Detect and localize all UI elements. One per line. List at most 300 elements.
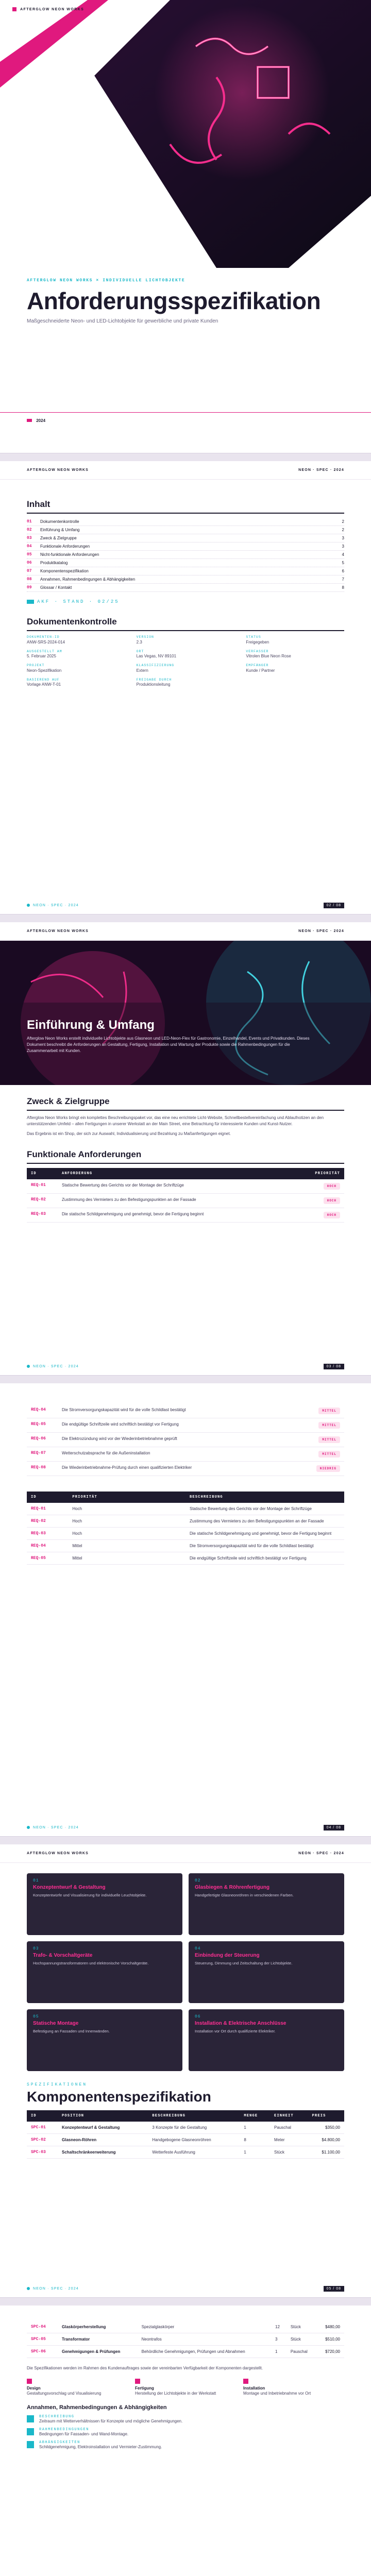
comp-col: MENGE <box>240 2110 270 2122</box>
footer-left: NEON · SPEC · 2024 <box>33 903 79 907</box>
toc-item-page: 5 <box>342 561 344 565</box>
nfr-id: REQ-01 <box>27 1503 68 1515</box>
intro-body: Afterglow Neon Works erstellt individuelle Lichtobjekte aus Glasneon und LED-Neon-Flex für Gastronomie, Einzelhandel, Events und Privatkunden. Dieses Dokument beschreibt die Anforderungen an Gestaltung, Fertigung, Installation und Wartung der Produkte sowie die Rahmenbedingungen für die Zusammenarbeit mit Kunden. <box>27 1036 310 1053</box>
comp-desc: Handgebogene Glasneonröhren <box>148 2133 240 2146</box>
func-req-table <box>27 1168 344 1223</box>
page-header <box>0 461 371 480</box>
toc-item-num: 06 <box>27 561 32 565</box>
table-row <box>27 1503 344 1515</box>
toc-item[interactable] <box>27 575 344 584</box>
footer-dot-icon <box>27 2287 30 2290</box>
nfr-priority: Mittel <box>68 1540 185 1552</box>
table-row <box>27 1462 344 1476</box>
comp-pos: Konzeptentwurf & Gestaltung <box>58 2122 148 2134</box>
table-row <box>27 1515 344 1528</box>
toc-item-page: 8 <box>342 585 344 590</box>
table-row <box>27 2146 344 2158</box>
doc-control-field <box>246 635 344 646</box>
table-row <box>27 1552 344 1565</box>
comp-id: SPC-01 <box>27 2122 58 2134</box>
step-title: Fertigung <box>135 2385 154 2391</box>
toc-item-label: Glossar / Kontakt <box>40 585 72 590</box>
step-title: Design <box>27 2385 41 2391</box>
step-icon <box>135 2379 140 2384</box>
comp-desc: Neontrafos <box>138 2333 271 2346</box>
card-number: 03 <box>33 1946 39 1951</box>
comp-desc: 3 Konzepte für die Gestaltung <box>148 2122 240 2134</box>
comp-col: POSITION <box>58 2110 148 2122</box>
table-row <box>27 1433 344 1447</box>
page-footer <box>0 2280 371 2297</box>
priority-badge: HOCH <box>324 1212 340 1218</box>
header-right: NEON · SPEC · 2024 <box>298 929 344 933</box>
toc-item-page: 2 <box>342 528 344 532</box>
table-row <box>27 1208 344 1222</box>
card-number: 01 <box>33 1878 39 1883</box>
assumption-value: Zeitraum mit Wetterverhältnissen für Konzepte und mögliche Genehmigungen. <box>39 2418 183 2424</box>
priority-badge: HOCH <box>324 1183 340 1190</box>
comp-unit: Stück <box>270 2146 308 2158</box>
comp-qty: 12 <box>271 2321 286 2333</box>
col-id: ID <box>27 1168 58 1179</box>
field-value: Freigegeben <box>246 639 269 645</box>
process-step <box>135 2379 236 2396</box>
process-step <box>27 2379 128 2396</box>
req-id: REQ-06 <box>27 1433 58 1447</box>
cover-subtitle: Maßgeschneiderte Neon- und LED-Lichtobjekte für gewerbliche und private Kunden <box>27 318 218 324</box>
page-number: 02 / 08 <box>324 903 344 908</box>
catalog-card[interactable] <box>189 1873 344 1935</box>
comp-id: SPC-06 <box>27 2346 58 2358</box>
assumption-item <box>27 2441 344 2449</box>
table-row <box>27 2133 344 2146</box>
comp-col: PREIS <box>308 2110 344 2122</box>
table-row <box>27 2122 344 2134</box>
doc-control-field <box>137 678 235 688</box>
card-number: 02 <box>195 1878 201 1883</box>
page-number: 03 / 08 <box>324 1364 344 1369</box>
comp-id: SPC-04 <box>27 2321 58 2333</box>
purpose-heading: Zweck & Zielgruppe <box>27 1092 344 1111</box>
toc-item-page: 2 <box>342 519 344 524</box>
card-desc: Hochspannungstransformatoren und elektronische Vorschaltgeräte. <box>33 1961 149 1965</box>
components-note: Die Spezifikationen werden im Rahmen des Kundenauftrages sowie der vereinbarten Verfügbarkeit der Komponenten dargestellt. <box>27 2366 263 2370</box>
toc-item-label: Komponentenspezifikation <box>40 569 89 573</box>
req-id: REQ-04 <box>27 1404 58 1418</box>
priority-badge: HOCH <box>324 1197 340 1204</box>
nfr-priority: Mittel <box>68 1552 185 1565</box>
toc-item-num: 04 <box>27 544 32 549</box>
header-brand: AFTERGLOW NEON WORKS <box>27 929 89 933</box>
nfr-text: Die Stromversorgungskapazität wird für die volle Schildlast bestätigt <box>185 1540 344 1552</box>
toc-item-num: 09 <box>27 585 32 590</box>
intro-heading: Einführung & Umfang <box>27 1018 155 1032</box>
req-text: Wetterschutzabsprache für die Außeninstallation <box>58 1447 290 1462</box>
header-brand: AFTERGLOW NEON WORKS <box>27 468 89 472</box>
field-label: VERSION <box>136 635 154 639</box>
assumption-icon <box>27 2441 34 2448</box>
req-priority-cell <box>290 1462 344 1476</box>
step-desc: Montage und Inbetriebnahme vor Ort <box>243 2391 311 2396</box>
table-row <box>27 1193 344 1208</box>
req-text: Statische Bewertung des Gerichts vor der Montage der Schriftzüge <box>58 1179 292 1194</box>
catalog-card[interactable] <box>27 1941 182 2003</box>
comp-pos: Transformator <box>58 2333 138 2346</box>
table-row <box>27 2321 344 2333</box>
comp-price: $4.800,00 <box>308 2133 344 2146</box>
step-desc: Herstellung der Lichtobjekte in der Werkstatt <box>135 2391 216 2396</box>
field-value: Extern <box>136 668 148 673</box>
comp-pos: Glasneon-Röhren <box>58 2133 148 2146</box>
comp-qty: 3 <box>271 2333 286 2346</box>
table-row <box>27 1404 344 1418</box>
page-footer <box>0 1819 371 1836</box>
nfr-text: Zustimmung des Vermieters zu den Befestigungspunkten an der Fassade <box>185 1515 344 1528</box>
req-id: REQ-08 <box>27 1462 58 1476</box>
page-number: 05 / 08 <box>324 2286 344 2292</box>
field-value: Vitrolen Blue Neon Rose <box>246 654 291 659</box>
card-desc: Konzeptentwürfe und Visualisierung für individuelle Leuchtobjekte. <box>33 1893 147 1897</box>
assumption-text <box>39 2428 128 2436</box>
req-priority-cell <box>290 1418 344 1433</box>
comp-col: EINHEIT <box>270 2110 308 2122</box>
process-steps <box>27 2379 344 2396</box>
nfr-id: REQ-04 <box>27 1540 68 1552</box>
cover-title: Anforderungsspezifikation <box>27 287 321 314</box>
card-desc: Handgefertigte Glasneonröhren in verschiedenen Farben. <box>195 1893 294 1897</box>
card-number: 04 <box>195 1946 201 1951</box>
toc-item[interactable] <box>27 543 344 551</box>
req-id: REQ-07 <box>27 1447 58 1462</box>
nfr-id: REQ-02 <box>27 1515 68 1528</box>
assumption-key: RAHMENBEDINGUNGEN <box>39 2427 89 2432</box>
doc-control-field <box>246 650 344 660</box>
comp-unit: Meter <box>270 2133 308 2146</box>
toc-item-label: Nicht-funktionale Anforderungen <box>40 552 99 557</box>
field-label: DOKUMENTEN-ID <box>27 635 60 639</box>
comp-id: SPC-05 <box>27 2333 58 2346</box>
toc-item-label: Produktkatalog <box>40 561 68 565</box>
field-label: FREIGABE DURCH <box>136 677 172 682</box>
comp-desc: Behördliche Genehmigungen, Prüfungen und Abnahmen <box>138 2346 271 2358</box>
table-row <box>27 1418 344 1433</box>
card-title: Trafo- & Vorschaltgeräte <box>33 1953 93 1958</box>
toc-item-num: 08 <box>27 577 32 582</box>
assumption-text <box>39 2441 162 2449</box>
purpose-p1: Afterglow Neon Works bringt ein komplettes Beschreibungspaket vor, das eine neu errichtete Licht-Website, Schnellbestellvereinfachung und Ablaufnotizen an den unterstützenden Umfeld – allen Fertigungen in unserer Werkstatt an der Main Street, eine Betrachtung für interessierte Kunden und Kunst-Nutzer. <box>27 1115 324 1126</box>
page-catalog <box>0 1844 371 2298</box>
card-desc: Installation vor Ort durch qualifizierte Elektriker. <box>195 2029 276 2033</box>
doc-control-field <box>27 664 125 674</box>
cover-year-block <box>27 418 45 423</box>
header-right: NEON · SPEC · 2024 <box>298 468 344 472</box>
page-nfr <box>0 1383 371 1837</box>
cover-year: 2024 <box>36 418 46 423</box>
toc-item[interactable] <box>27 551 344 559</box>
nfr-priority: Hoch <box>68 1515 185 1528</box>
toc-title: Inhalt <box>27 495 344 514</box>
doc-control-field <box>246 664 344 674</box>
field-label: EMPFÄNGER <box>246 664 269 668</box>
toc-item-label: Annahmen, Rahmenbedingungen & Abhängigkeiten <box>40 577 136 582</box>
card-title: Glasbiegen & Röhrenfertigung <box>195 1885 270 1890</box>
cover-neon-image <box>0 0 371 268</box>
card-number: 05 <box>33 2014 39 2019</box>
field-label: AUSGESTELLT AM <box>27 649 62 653</box>
nfr-priority: Hoch <box>68 1528 185 1540</box>
card-desc: Steuerung, Dimmung und Zeitschaltung der Lichtobjekte. <box>195 1961 293 1965</box>
req-id: REQ-03 <box>27 1208 58 1222</box>
comp-desc: Spezialglaskörper <box>138 2321 271 2333</box>
req-text: Die statische Schildgenehmigung und genehmigt, bevor die Fertigung beginnt <box>58 1208 292 1222</box>
field-value: 2.3 <box>136 639 142 645</box>
comp-unit: Pauschal <box>286 2346 316 2358</box>
step-desc: Gestaltungsvorschlag und Visualisierung <box>27 2391 102 2396</box>
card-title: Einbindung der Steuerung <box>195 1953 260 1958</box>
assumption-value: Bedingungen für Fassaden- und Wand-Montage. <box>39 2431 129 2436</box>
doc-control-title: Dokumentenkontrolle <box>27 613 344 631</box>
footer-left: NEON · SPEC · 2024 <box>33 2286 79 2291</box>
card-title: Statische Montage <box>33 2021 79 2026</box>
field-value: ANW-SRS-2024-014 <box>27 639 65 645</box>
col-priority: PRIORITÄT <box>68 1492 185 1503</box>
comp-unit: Stück <box>286 2321 316 2333</box>
col-id: ID <box>27 1492 68 1503</box>
nfr-id: REQ-03 <box>27 1528 68 1540</box>
comp-id: SPC-02 <box>27 2133 58 2146</box>
req-id: REQ-01 <box>27 1179 58 1194</box>
toc-item-label: Funktionale Anforderungen <box>40 544 90 549</box>
comp-pos: Genehmigungen & Prüfungen <box>58 2346 138 2358</box>
priority-badge: MITTEL <box>318 1422 340 1429</box>
toc-item-page: 3 <box>342 536 344 540</box>
col-description: BESCHREIBUNG <box>185 1492 344 1503</box>
field-label: VERFASSER <box>246 649 269 653</box>
priority-badge: MITTEL <box>318 1451 340 1458</box>
comp-col: BESCHREIBUNG <box>148 2110 240 2122</box>
card-title: Installation & Elektrische Anschlüsse <box>195 2021 286 2026</box>
step-icon <box>243 2379 248 2384</box>
comp-col: ID <box>27 2110 58 2122</box>
req-text: Die Elektrozündung wird vor der Wiederinbetriebnahme geprüft <box>58 1433 290 1447</box>
table-row <box>27 1540 344 1552</box>
assumption-item <box>27 2415 344 2424</box>
req-priority-cell <box>290 1433 344 1447</box>
toc-item-num: 01 <box>27 519 32 524</box>
assumption-value: Schildgenehmigung, Elektroinstallation und Vermieter-Zustimmung. <box>39 2444 162 2449</box>
catalog-card[interactable] <box>189 2009 344 2071</box>
nfr-text: Statische Bewertung des Gerichts vor der Montage der Schriftzüge <box>185 1503 344 1515</box>
step-icon <box>27 2379 32 2384</box>
doc-control-field <box>137 650 235 660</box>
nfr-priority: Hoch <box>68 1503 185 1515</box>
toc-item-label: Einführung & Umfang <box>40 528 80 532</box>
toc-item[interactable] <box>27 534 344 543</box>
assumptions-list <box>27 2415 344 2449</box>
assumption-text <box>39 2415 182 2424</box>
toc-item-page: 3 <box>342 544 344 549</box>
catalog-card[interactable] <box>27 1873 182 1935</box>
doc-control-field <box>27 650 125 660</box>
cover-kicker: AFTERGLOW NEON WORKS × INDIVIDUELLE LICHTOBJEKTE <box>27 278 185 283</box>
page-footer <box>0 896 371 914</box>
assumption-icon <box>27 2415 34 2422</box>
toc-item-label: Dokumentenkontrolle <box>40 519 79 524</box>
toc-item-num: 03 <box>27 536 32 540</box>
req-priority-cell <box>290 1404 344 1418</box>
brand-small: AFTERGLOW NEON WORKS <box>20 7 85 11</box>
catalog-card[interactable] <box>189 1941 344 2003</box>
toc-item-label: Zweck & Zielgruppe <box>40 536 77 540</box>
table-row <box>27 2333 344 2346</box>
doc-control-field <box>27 678 125 688</box>
field-value: 5. Februar 2025 <box>27 654 56 659</box>
page-toc <box>0 461 371 914</box>
footer-dot-icon <box>27 904 30 907</box>
comp-price: $1.100,00 <box>308 2146 344 2158</box>
nfr-table <box>27 1492 344 1565</box>
comp-unit: Pauschal <box>270 2122 308 2134</box>
req-priority-cell <box>292 1208 344 1222</box>
toc-item[interactable] <box>27 584 344 592</box>
field-value: Las Vegas, NV 89101 <box>136 654 177 659</box>
catalog-card[interactable] <box>27 2009 182 2071</box>
priority-badge: NIEDRIG <box>316 1465 340 1472</box>
page-header <box>0 922 371 941</box>
process-step <box>243 2379 344 2396</box>
card-number: 06 <box>195 2014 201 2019</box>
comp-price: $720,00 <box>316 2346 344 2358</box>
components-heading: Komponentenspezifikation <box>27 2089 211 2105</box>
comp-pos: Glaskörperherstellung <box>58 2321 138 2333</box>
toc-item-num: 02 <box>27 528 32 532</box>
field-value: Produktionsleitung <box>136 682 171 687</box>
field-label: KLASSIFIZIERUNG <box>136 664 175 668</box>
toc-item-num: 05 <box>27 552 32 557</box>
toc-item-page: 7 <box>342 577 344 582</box>
brand-mark-icon <box>12 7 16 11</box>
toc-item-page: 6 <box>342 569 344 573</box>
req-priority-cell <box>292 1193 344 1208</box>
assumption-item <box>27 2428 344 2436</box>
priority-badge: MITTEL <box>318 1436 340 1443</box>
col-priority: PRIORITÄT <box>292 1168 344 1179</box>
table-row <box>27 2346 344 2358</box>
req-text: Die Stromversorgungskapazität wird für die volle Schildlast bestätigt <box>58 1404 290 1418</box>
footer-dot-icon <box>27 1365 30 1368</box>
doc-control-field <box>137 635 235 646</box>
field-label: PROJEKT <box>27 664 45 668</box>
assumptions-heading: Annahmen, Rahmenbedingungen & Abhängigkeiten <box>27 2404 167 2411</box>
req-priority-cell <box>292 1179 344 1194</box>
func-req-heading: Funktionale Anforderungen <box>27 1145 344 1164</box>
toc-item[interactable] <box>27 567 344 575</box>
doc-control-field <box>137 664 235 674</box>
header-right: NEON · SPEC · 2024 <box>298 1852 344 1855</box>
toc-item-page: 4 <box>342 552 344 557</box>
card-title: Konzeptentwurf & Gestaltung <box>33 1885 106 1890</box>
page-cover <box>0 0 371 453</box>
comp-id: SPC-03 <box>27 2146 58 2158</box>
cover-brand <box>12 7 84 11</box>
components-kicker: SPEZIFIKATIONEN <box>27 2082 88 2087</box>
req-priority-cell <box>290 1447 344 1462</box>
toc-list <box>27 518 344 592</box>
comp-qty: 1 <box>271 2346 286 2358</box>
toc-item[interactable] <box>27 526 344 534</box>
table-row <box>27 1447 344 1462</box>
tagline-mark <box>27 600 34 604</box>
doc-control-grid <box>27 635 344 688</box>
nfr-id: REQ-05 <box>27 1552 68 1565</box>
page-intro <box>0 922 371 1376</box>
intro-neon-image <box>0 941 371 1085</box>
toc-item[interactable] <box>27 559 344 567</box>
comp-qty: 8 <box>240 2133 270 2146</box>
req-text: Die endgültige Schriftzeile wird schriftlich bestätigt vor Fertigung <box>58 1418 290 1433</box>
field-label: STATUS <box>246 635 261 639</box>
page-footer <box>0 1358 371 1375</box>
comp-price: $350,00 <box>308 2122 344 2134</box>
comp-unit: Stück <box>286 2333 316 2346</box>
assumption-key: BESCHREIBUNG <box>39 2414 75 2419</box>
card-desc: Befestigung an Fassaden und Innenwänden. <box>33 2029 110 2033</box>
req-text: Zustimmung des Vermieters zu den Befestigungspunkten an der Fassade <box>58 1193 292 1208</box>
req-text: Die Wiederinbetriebnahme-Prüfung durch einen qualifizierten Elektriker <box>58 1462 290 1476</box>
page-assumptions <box>0 2306 371 2576</box>
comp-price: $510,00 <box>316 2333 344 2346</box>
req-id: REQ-02 <box>27 1193 58 1208</box>
comp-desc: Wetterfeste Ausführung <box>148 2146 240 2158</box>
req-id: REQ-05 <box>27 1418 58 1433</box>
footer-dot-icon <box>27 1826 30 1829</box>
comp-pos: Schaltschränkeerweiterung <box>58 2146 148 2158</box>
comp-price: $480,00 <box>316 2321 344 2333</box>
components-table <box>27 2110 344 2159</box>
components-table-cont <box>27 2321 344 2358</box>
comp-qty: 1 <box>240 2146 270 2158</box>
field-label: BASIEREND AUF <box>27 677 60 682</box>
nfr-text: Die statische Schildgenehmigung und genehmigt, bevor die Fertigung beginnt <box>185 1528 344 1540</box>
year-mark-icon <box>27 419 32 422</box>
priority-badge: MITTEL <box>318 1408 340 1414</box>
catalog-cards <box>27 1873 344 2071</box>
field-label: ORT <box>136 649 144 653</box>
page-number: 04 / 08 <box>324 1825 344 1831</box>
footer-left: NEON · SPEC · 2024 <box>33 1364 79 1368</box>
field-value: Vorlage ANW-T-01 <box>27 682 61 687</box>
toc-item-num: 07 <box>27 569 32 573</box>
comp-qty: 1 <box>240 2122 270 2134</box>
field-value: Neon-Spezifikation <box>27 668 62 673</box>
field-value: Kunde / Partner <box>246 668 275 673</box>
doc-control-field <box>27 635 125 646</box>
toc-item[interactable] <box>27 518 344 526</box>
footer-left: NEON · SPEC · 2024 <box>33 1825 79 1829</box>
col-requirement: ANFORDERUNG <box>58 1168 292 1179</box>
table-row <box>27 1179 344 1194</box>
table-row <box>27 1528 344 1540</box>
nfr-text: Die endgültige Schriftzeile wird schriftlich bestätigt vor Fertigung <box>185 1552 344 1565</box>
purpose-p2: Das Ergebnis ist ein Shop, der sich zur Auswahl, Individualisierung und Bezahlung zu Maßanfertigungen eignet. <box>27 1131 231 1137</box>
header-brand: AFTERGLOW NEON WORKS <box>27 1852 89 1855</box>
func-req-table-cont <box>27 1404 344 1476</box>
assumption-key: ABHÄNGIGKEITEN <box>39 2440 80 2445</box>
page-header <box>0 1844 371 1863</box>
assumption-icon <box>27 2428 34 2435</box>
step-title: Installation <box>243 2385 265 2391</box>
toc-tagline: AKF · STAND · 02/25 <box>27 599 344 604</box>
